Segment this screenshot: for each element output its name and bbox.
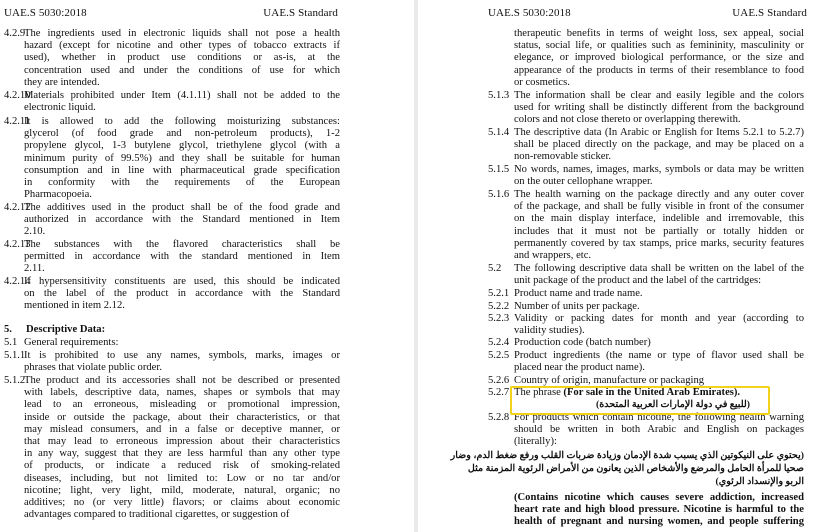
- item-number: 4.2.9: [4, 28, 26, 39]
- item-number: 5.1.6: [488, 189, 510, 200]
- item-text-line: with labels, descriptive data, names, shapes or symbols that may: [24, 387, 340, 399]
- item-text-line: validity studies).: [514, 325, 585, 337]
- item-text-line: No words, names, images, marks, symbols or data may be written: [514, 164, 804, 175]
- item-text-line: on the outer cellophane wrapper.: [514, 176, 653, 188]
- item-text-line: If hypersensitivity constituents are used, this should be indicated: [24, 276, 340, 287]
- item-text-line: The substances with the flavored characteristics shall be: [24, 239, 340, 250]
- right-header-code: UAE.S 5030:2018: [488, 7, 571, 19]
- item-number: 5.1: [4, 337, 18, 348]
- left-page: [0, 0, 414, 532]
- arabic-warning-line: (يحتوي على النيكوتين الذي يسبب شدة الإدمان وزيادة ضربات القلب ورفع ضغط الدم، وضار: [450, 450, 804, 461]
- item-number: 4.2.12: [4, 202, 31, 213]
- item-text-line: they are intended.: [24, 76, 100, 88]
- right-page: [418, 0, 832, 532]
- item-text-line: that may lead to erroneous impression about their characteristics: [24, 436, 340, 447]
- item-text-line: (literally):: [514, 436, 557, 448]
- item-text-line: electronic liquid.: [24, 102, 96, 114]
- item-text-line: hazard (except for nicotine and other types of tobacco extracts if: [24, 40, 340, 52]
- item-text-line: Descriptive Data:: [26, 324, 106, 335]
- item-text-line: of the package, and shall be fully visible in front of the consumer: [514, 201, 804, 213]
- continuation-line: or cosmetics.: [514, 76, 570, 88]
- item-number: 5.: [4, 324, 12, 335]
- item-text-line: used), whether in product use conditions or as-is, at the: [24, 52, 340, 64]
- right-header-standard: UAE.S Standard: [732, 7, 807, 19]
- item-text-line: diseases, including, but not limited to: Low or no tar and/or: [24, 472, 340, 484]
- item-number: 4.2.11: [4, 116, 31, 127]
- item-text-line: used for writing shall be distinctly different from the background: [514, 102, 804, 114]
- item-text-line: includes that it must not be partially or totally hidden or: [514, 225, 804, 237]
- item-number: 5.2.2: [488, 301, 510, 312]
- sale-phrase-arabic: (للبيع في دولة الإمارات العربية المتحدة): [596, 399, 750, 410]
- item-text-line: in conformity with the requirements of the European: [24, 177, 340, 188]
- item-text-line: advantages compared to traditional cigarettes, or suggestion of: [24, 509, 290, 521]
- item-text-line: Product name and trade name.: [514, 288, 643, 299]
- item-number: 4.2.13: [4, 239, 31, 250]
- item-text-line: It is allowed to add the following moisturizing substances:: [24, 116, 340, 127]
- item-text-line: lead to an erroneous, misleading or promotional impression,: [24, 399, 340, 411]
- item-text-line: inside or outside the package, about their characteristics, or that: [24, 411, 340, 423]
- item-text-line: General requirements:: [24, 337, 119, 348]
- item-text-line: For products which contain nicotine, the following health warning: [514, 412, 804, 423]
- english-warning-line: (Contains nicotine which causes severe addiction, increased: [514, 492, 804, 503]
- item-text-line: non-removable sticker.: [514, 151, 612, 163]
- item-text-line: The product and its accessories shall not be described or presented: [24, 375, 340, 386]
- item-number: 5.2.6: [488, 375, 510, 386]
- item-text-line: The descriptive data (In Arabic or English for Items 5.2.1 to 5.2.7): [514, 127, 804, 138]
- item-text-line: in any way, suggest that they are less harmful than any other type: [24, 448, 340, 460]
- item-text-line: Validity or packing dates for month and year (according to: [514, 313, 804, 324]
- item-text-line: of products, or indicate a reduced risk of smoking-related: [24, 460, 340, 472]
- item-text-line: 2.10.: [24, 226, 46, 238]
- item-number: 4.2.10: [4, 90, 31, 101]
- item-text-line: permanently covered by tax stamps, price marks, security features: [514, 237, 804, 249]
- item-text-line: Number of units per package.: [514, 301, 640, 312]
- item-number: 5.2.1: [488, 288, 510, 299]
- item-text-line: permitted in accordance with the standard mentioned in Item: [24, 251, 340, 263]
- item-text-line: shall be placed directly on the package, and may be placed on a: [514, 139, 804, 151]
- item-text-line: The additives used in the product shall be of the food grade and: [24, 202, 340, 213]
- continuation-line: therapeutic benefits in terms of weight loss, sex appeal, social: [514, 28, 804, 39]
- item-text-line: Product ingredients (the name or type of flavor used shall be: [514, 350, 804, 361]
- english-warning-line: health of pregnant and nursing women, and people suffering: [514, 516, 804, 528]
- item-text-line: on the label of the product in accordance with the Standard: [24, 288, 340, 300]
- continuation-line: appearance of the products in terms of their resemblance to food: [514, 64, 804, 76]
- item-text-line: The following descriptive data shall be written on the label of the: [514, 263, 804, 274]
- item-number: 5.2.5: [488, 350, 510, 361]
- item-text-line: should be written in both Arabic and English on packages: [514, 424, 804, 436]
- item-text-line: Country of origin, manufacture or packaging: [514, 375, 705, 386]
- item-text-line: Materials prohibited under Item (4.1.11) shall not be added to the: [24, 90, 340, 101]
- item-text-line: may mislead consumers, and in a false or deceptive manner, or: [24, 423, 340, 435]
- item-text-line: on the main display interface, indelible and irremovable, this: [514, 213, 804, 225]
- item-text-line: additives; no (or very little) flavors; or claims about economic: [24, 497, 340, 508]
- item-text-line: glycerol (of food grade and non-petroleum products), 1-2: [24, 128, 340, 140]
- item-number: 5.2: [488, 263, 502, 274]
- item-text-line: Production code (batch number): [514, 337, 651, 348]
- item-text-line: concentration used and under the conditions of use for which: [24, 64, 340, 76]
- sale-phrase-english: (For sale in the United Arab Emirates).: [563, 387, 741, 398]
- left-header-standard: UAE.S Standard: [263, 7, 338, 19]
- item-text-line: 2.11.: [24, 263, 45, 275]
- item-number: 5.1.1: [4, 350, 26, 361]
- item-text-line: Pharmacopoeia.: [24, 189, 92, 201]
- item-text-line: The health warning on the package directly and any outer cover: [514, 189, 804, 200]
- arabic-warning-line: الربو والإنسداد الرئوي): [715, 476, 804, 487]
- continuation-line: elegance, or improved biological performance, or the size and: [514, 52, 804, 64]
- item-number: 5.1.2: [4, 375, 26, 386]
- item-text-line: and wrappers, etc.: [514, 250, 592, 261]
- continuation-line: status, social life, or qualities such as femininity, masculinity or: [514, 40, 804, 52]
- item-text-line: consumption and in line with pharmaceutical grade specification: [24, 164, 340, 176]
- item-text-line: mentioned in item 2.12.: [24, 300, 125, 312]
- item-text-line: nicotine; light, very light, mild, moderate, natural, organic; no: [24, 484, 340, 496]
- item-number: 5.2.3: [488, 313, 510, 324]
- item-number: 4.2.14: [4, 276, 31, 287]
- item-number: 5.2.4: [488, 337, 510, 348]
- item-text-line: minimum purity of 99.5%) and they shall be suitable for human: [24, 152, 340, 164]
- item-text-line: It is prohibited to use any names, symbols, marks, images or: [24, 350, 340, 361]
- item-text-line: colors and not close thereto or overlapping therewith.: [514, 114, 741, 126]
- item-text-line: The information shall be clear and easily legible and the colors: [514, 90, 804, 101]
- left-header-code: UAE.S 5030:2018: [4, 7, 87, 19]
- english-warning-line: heart rate and high blood pressure. Nicotine is harmful to the: [514, 504, 804, 516]
- item-text-line: placed near the product name).: [514, 362, 645, 374]
- phrase-prefix: The phrase: [514, 387, 564, 398]
- highlight-box: [510, 386, 770, 415]
- item-text-line: unit package of the product and the label of the cartridges:: [514, 275, 762, 287]
- item-text-line: authorized in accordance with the Standard mentioned in Item: [24, 214, 340, 226]
- item-text-line: phrases that violate public order.: [24, 362, 162, 374]
- item-number: 5.1.5: [488, 164, 510, 175]
- item-number: 5.1.4: [488, 127, 510, 138]
- item-number: 5.2.8: [488, 412, 510, 423]
- item-number: 5.1.3: [488, 90, 510, 101]
- item-text-line: propylene glycol, 1-3 butylene glycol, triethylene glycol (with a: [24, 140, 340, 152]
- arabic-warning-line: صحيا للمرأة الحامل والمرضع والأشخاص الذين يعانون من الأمراض الرئوية المزمنة مثل: [467, 463, 804, 474]
- item-number: 5.2.7: [488, 387, 510, 398]
- item-text-line: The ingredients used in electronic liquids shall not pose a health: [24, 28, 340, 39]
